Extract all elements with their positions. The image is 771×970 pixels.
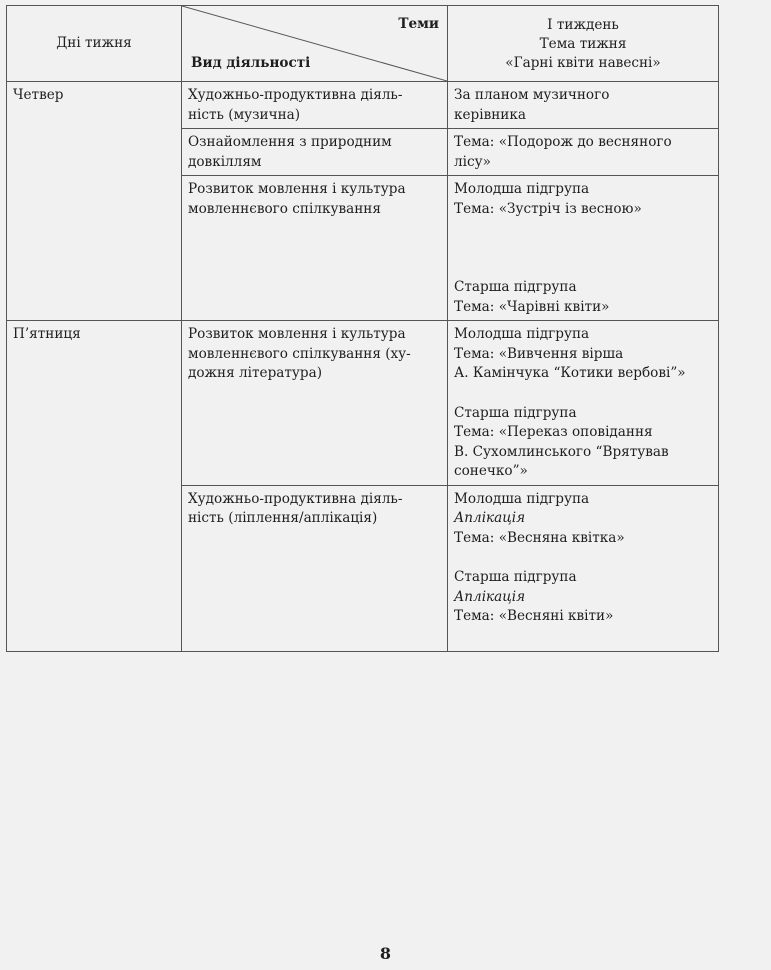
table-header-row	[7, 6, 719, 82]
content-cell	[448, 129, 719, 176]
day-label: Четвер	[13, 87, 64, 103]
header-activity-label: Вид діяльності	[191, 55, 311, 71]
subgroup-younger-label: Молодша підгрупа	[454, 181, 590, 197]
content-text: керівника	[454, 106, 526, 123]
header-week-theme-caption: Тема тижня	[539, 35, 627, 52]
activity-text: ність (ліплення/аплікація)	[188, 510, 378, 526]
activity-text: довкіллям	[188, 153, 262, 170]
table-row	[7, 321, 719, 486]
subgroup-older-label: Старша підгрупа	[454, 404, 577, 421]
content-cell	[448, 82, 719, 129]
subgroup-older-label: Старша підгрупа	[454, 279, 577, 295]
subgroup-topic: Тема: «Чарівні квіти»	[454, 298, 610, 315]
activity-text: Розвиток мовлення і культура	[188, 326, 406, 342]
content-text: За планом музичного	[454, 87, 610, 103]
header-days-label: Дні тижня	[56, 35, 132, 52]
header-themes-label: Теми	[398, 16, 439, 32]
day-label: П’ятниця	[13, 326, 81, 342]
activity-text: Розвиток мовлення і культура	[188, 181, 406, 197]
content-cell	[448, 321, 719, 486]
activity-cell	[182, 82, 448, 129]
page-number: 8	[379, 944, 392, 963]
activity-text: Ознайомлення з природним	[188, 134, 392, 150]
content-text: Тема: «Подорож до весняного	[454, 134, 672, 150]
header-diagonal-cell	[182, 6, 448, 82]
subgroup-older-label: Старша підгрупа	[454, 569, 577, 585]
header-week-cell	[448, 6, 719, 82]
header-days-cell	[7, 6, 182, 82]
activity-kind: Аплікація	[454, 588, 526, 605]
header-week-theme: «Гарні квіти навесні»	[505, 54, 661, 71]
content-cell	[448, 485, 719, 651]
subgroup-topic: Тема: «Зустріч із весною»	[454, 200, 642, 217]
subgroup-topic: сонечко”»	[454, 463, 528, 479]
subgroup-topic: Тема: «Весняні квіти»	[454, 608, 614, 624]
activity-text: Художньо-продуктивна діяль-	[188, 490, 403, 507]
activity-kind: Аплікація	[454, 510, 526, 526]
activity-text: мовленнєвого спілкування	[188, 200, 381, 217]
activity-text: ність (музична)	[188, 106, 301, 123]
subgroup-topic: Тема: «Переказ оповідання	[454, 424, 653, 440]
day-cell-friday	[7, 321, 182, 652]
activity-text: Художньо-продуктивна діяль-	[188, 87, 403, 103]
subgroup-topic: В. Сухомлинського “Врятував	[454, 443, 669, 460]
subgroup-younger-label: Молодша підгрупа	[454, 490, 590, 507]
activity-text: дожня література)	[188, 365, 322, 381]
subgroup-topic: Тема: «Весняна квітка»	[454, 529, 625, 546]
activity-cell	[182, 321, 448, 486]
activity-cell	[182, 129, 448, 176]
day-cell-thursday	[7, 82, 182, 321]
subgroup-younger-label: Молодша підгрупа	[454, 326, 590, 342]
activity-cell	[182, 485, 448, 651]
activity-text: мовленнєвого спілкування (ху-	[188, 345, 411, 362]
weekly-plan-table	[6, 5, 719, 652]
content-cell	[448, 176, 719, 321]
activity-cell	[182, 176, 448, 321]
subgroup-topic: Тема: «Вивчення вірша	[454, 345, 624, 362]
content-text: лісу»	[454, 153, 491, 170]
table-row	[7, 82, 719, 129]
header-week-number: І тиждень	[547, 16, 619, 33]
subgroup-topic: А. Камінчука “Котики вербові”»	[454, 365, 686, 381]
